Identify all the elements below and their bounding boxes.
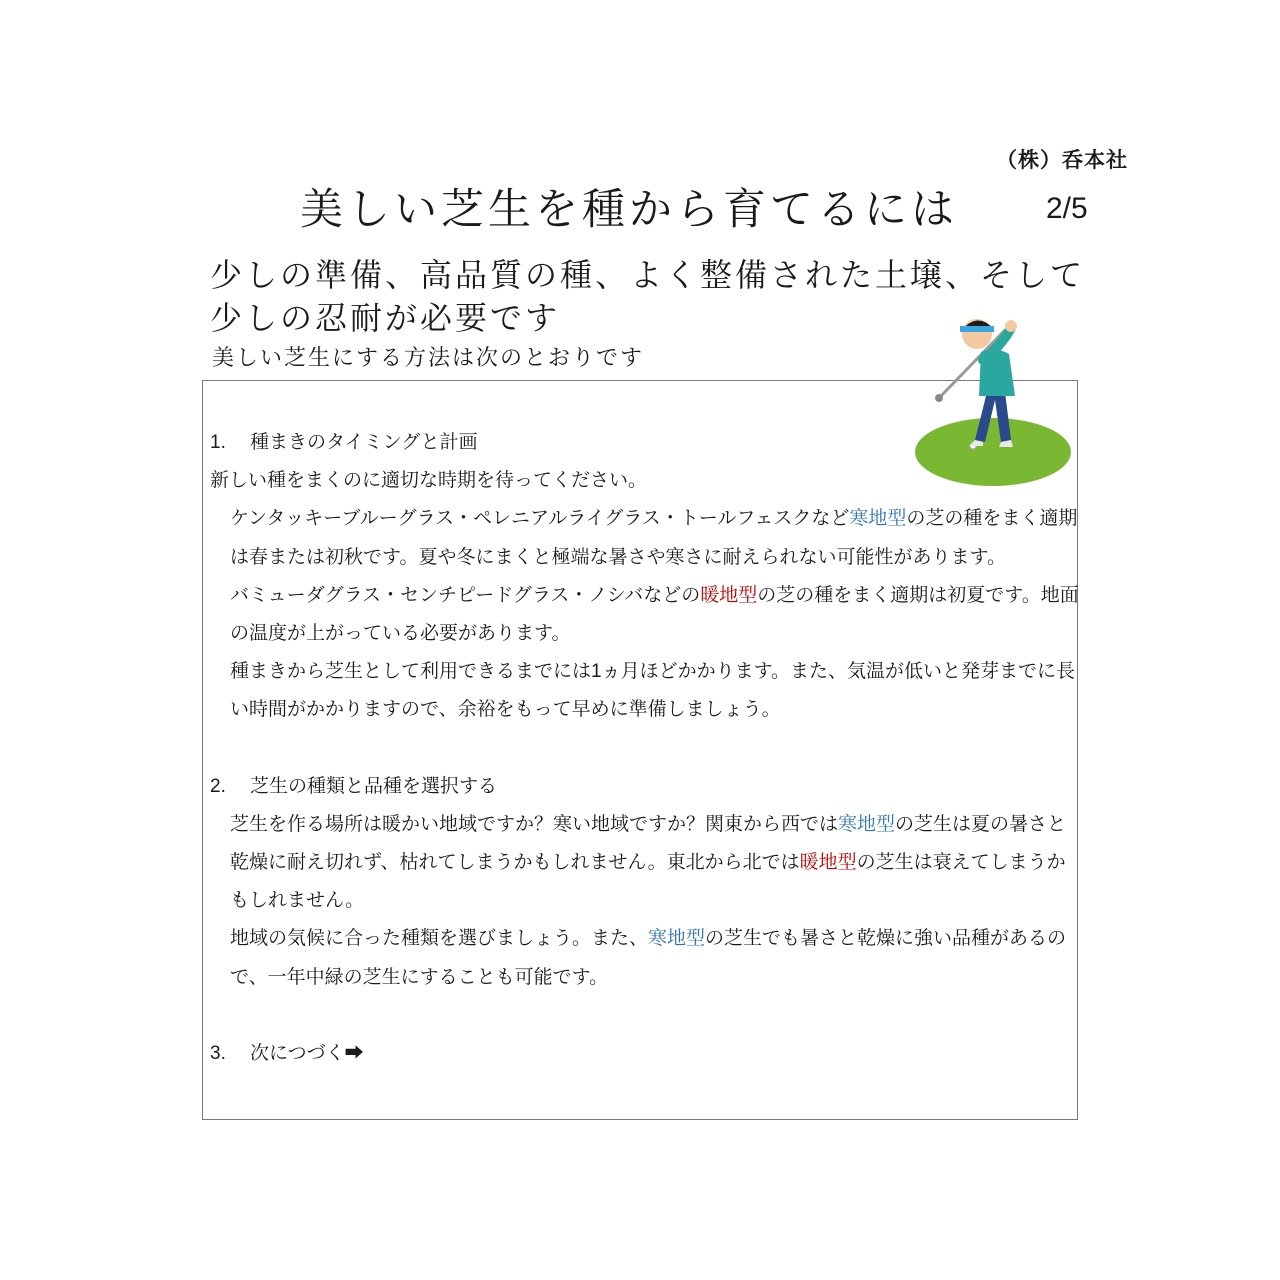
section-3-number: 3. [210, 1042, 226, 1064]
text-span: の芝の種をまく適期は初夏です。地面の温度が上がっている必要があります。 [230, 584, 1079, 645]
grass-patch [915, 418, 1071, 486]
text-span: 地域の気候に合った種類を選びましょう。また、 [230, 928, 649, 950]
text-span: ケンタッキーブルーグラス・ペレニアルライグラス・トールフェスクなど [230, 508, 850, 530]
lead-text: 美しい芝生にする方法は次のとおりです [212, 346, 645, 371]
section-1-para-1: 新しい種をまくのに適切な時期を待ってください。 [210, 470, 648, 492]
content-body [210, 424, 1080, 1073]
section-2-heading [210, 768, 1080, 806]
cold-type-term: 寒地型 [849, 508, 907, 530]
section-1-title: 種まきのタイミングと計画 [250, 432, 478, 453]
section-2-title: 芝生の種類と品種を選択する [250, 775, 498, 797]
golfer-icon [905, 300, 1085, 490]
section-1-number: 1. [210, 432, 226, 453]
text-span: 芝生を作る場所は暖かい地域ですか？寒い地域ですか？関東から西では [230, 813, 839, 835]
text-span: バミューダグラス・センチピードグラス・ノシバなどの [230, 584, 701, 606]
company-name: （株）呑本社 [996, 148, 1128, 172]
spacer [210, 997, 1080, 1035]
page-number: 2/5 [1046, 192, 1088, 225]
section-2-number: 2. [210, 775, 226, 797]
warm-type-term: 暖地型 [700, 584, 758, 606]
section-3-title: 次につづく➡ [250, 1042, 364, 1064]
spacer [210, 730, 1080, 768]
text-span: の芝生は夏の暑さと乾燥に耐え切れず、枯れてしまうかもしれません。東北から北では [230, 813, 1067, 874]
text-span: の芝の種をまく適期は春または初秋です。夏や冬にまくと極端な暑さや寒さに耐えられない可能性があります。 [230, 508, 1078, 568]
text-span: の芝生は衰えてしまうかもしれません。 [230, 852, 1066, 912]
section-2-para-2 [210, 920, 1080, 996]
cold-type-term: 寒地型 [838, 813, 896, 835]
section-1-para-2 [210, 500, 1080, 576]
warm-type-term: 暖地型 [799, 852, 857, 874]
headband [960, 326, 994, 332]
section-2-para-1 [210, 806, 1080, 921]
cold-type-term: 寒地型 [648, 928, 706, 950]
section-1-para-4: 種まきから芝生として利用できるまでには1ヵ月ほどかかります。また、気温が低いと発芽までに長い時間がかかりますので、余裕をもって早めに準備しましょう。 [230, 661, 1076, 721]
subtitle: 少しの準備、高品質の種、よく整備された土壌、そして少しの忍耐が必要です [210, 256, 1086, 337]
page-title: 美しい芝生を種から育てるには [300, 185, 958, 235]
text-span: の芝生でも暑さと乾燥に強い品種があるので、一年中緑の芝生にすることも可能です。 [230, 928, 1067, 988]
section-1-para-3 [210, 577, 1080, 653]
section-3-heading [210, 1035, 1080, 1073]
